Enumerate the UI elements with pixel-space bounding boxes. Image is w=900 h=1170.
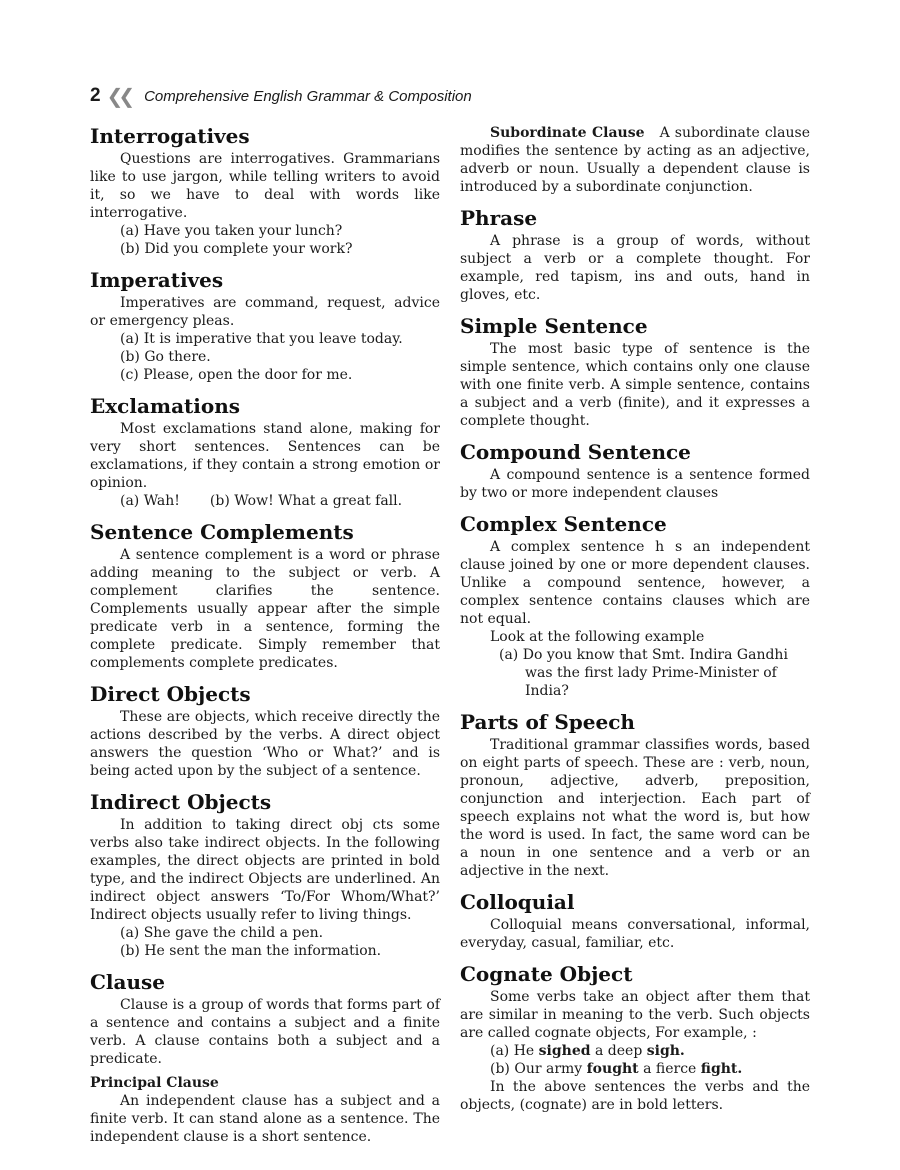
section-complex-sentence [460,512,810,700]
section-simple-sentence [460,314,810,430]
paragraph: Some verbs take an object after them that are similar in meaning to the verb. Such objects are called cognate objects, For example, : [460,989,810,1041]
paragraph: A sentence complement is a word or phrase adding meaning to the subject or verb. A complement clarifies the sentence. Complements usually appear after the simple predicate verb in a sentence, forming the complete predicate. Simply remember that complements complete predicates. [90,547,440,671]
heading-colloquial: Colloquial [460,890,575,914]
paragraph-text: A subordinate clause modifies the sentence by acting as an adjective, adverb or noun. Usually a dependent clause is introduced by a subordinate conjunction. [460,125,810,195]
left-column [90,124,440,1156]
right-column [460,124,810,1124]
paragraph: The most basic type of sentence is the simple sentence, which contains only one clause with one finite verb. A simple sentence, contains a subject and a verb (finite), and it expresses a complete thought. [460,341,810,429]
example-item: (b) Go there. [120,349,211,365]
paragraph: In addition to taking direct obj cts some verbs also take indirect objects. In the following examples, the direct objects are printed in bold type, and the indirect Objects are underlined. An indirect object answers ‘To/For Whom/What?’ Indirect objects usually refer to living things. [90,817,440,923]
bold-object: sigh. [646,1043,685,1059]
example-item [460,1042,810,1060]
paragraph: Colloquial means conversational, informal, everyday, casual, familiar, etc. [460,917,810,951]
section-cognate-object [460,962,810,1114]
double-chevron-left-icon: ❮❮ [106,84,131,108]
bold-verb: sighed [538,1043,591,1059]
section-colloquial [460,890,810,952]
example-item: (b) Did you complete your work? [120,241,353,257]
bold-verb: fought [586,1061,639,1077]
example-item: (a) It is imperative that you leave today. [120,331,403,347]
paragraph: A compound sentence is a sentence formed by two or more independent clauses [460,467,810,501]
heading-phrase: Phrase [460,206,538,230]
heading-indirect-objects: Indirect Objects [90,790,272,814]
paragraph: Traditional grammar classifies words, based on eight parts of speech. These are : verb, noun, pronoun, adjective, adverb, preposition, conjunction and interjection. Each part of speech explains not what the word is, but how the word is used. In fact, the same word can be a noun in one sentence and a verb or an adjective in the next. [460,737,810,879]
runin-subordinate-clause: Subordinate Clause [490,125,645,141]
example-text: (a) He [490,1043,539,1059]
page-header [90,84,472,108]
section-exclamations [90,394,440,510]
paragraph: Clause is a group of words that forms part of a sentence and contains a subject and a finite verb. A clause contains both a subject and a predicate. [90,997,440,1067]
example-item: (b) Wow! What a great fall. [209,493,403,509]
paragraph [460,124,810,196]
heading-exclamations: Exclamations [90,394,240,418]
paragraph: Questions are interrogatives. Grammarians like to use jargon, while telling writers to avoid it, so we have to deal with words like interrogative. [90,151,440,221]
book-title: Comprehensive English Grammar & Composition [144,87,472,105]
subheading-principal-clause: Principal Clause [90,1075,219,1091]
example-text: a deep [590,1043,647,1059]
example-item: (a) She gave the child a pen. [120,925,324,941]
section-indirect-objects [90,790,440,960]
paragraph: In the above sentences the verbs and the objects, (cognate) are in bold letters. [460,1079,810,1113]
paragraph: Look at the following example [490,629,705,645]
section-subordinate-clause [460,124,810,196]
heading-complex-sentence: Complex Sentence [460,512,667,536]
example-item: (c) Please, open the door for me. [120,367,353,383]
heading-compound-sentence: Compound Sentence [460,440,691,464]
example-item: (a) Wah! [120,493,180,509]
section-parts-of-speech [460,710,810,880]
heading-imperatives: Imperatives [90,268,224,292]
paragraph: An independent clause has a subject and a finite verb. It can stand alone as a sentence. The independent clause is a short sentence. [90,1093,440,1145]
example-item: (a) Have you taken your lunch? [120,223,343,239]
example-row [90,492,440,510]
example-item: (b) He sent the man the information. [120,943,382,959]
section-direct-objects [90,682,440,780]
paragraph: These are objects, which receive directly the actions described by the verbs. A direct object answers the question ‘Who or What?’ and is being acted upon by the subject of a sentence. [90,709,440,779]
section-phrase [460,206,810,304]
heading-sentence-complements: Sentence Complements [90,520,354,544]
page-number: 2 [90,85,101,106]
paragraph: A complex sentence h s an independent clause joined by one or more dependent clauses. Unlike a compound sentence, however, a complex sentence contains clauses which are not equal. [460,539,810,627]
example-item [460,1060,810,1078]
example-item: (a) Do you know that Smt. Indira Gandhi was the first lady Prime-Minister of India? [499,647,788,699]
section-imperatives [90,268,440,384]
section-clause [90,970,440,1146]
example-text: a fierce [638,1061,701,1077]
paragraph: Most exclamations stand alone, making for very short sentences. Sentences can be exclamations, if they contain a strong emotion or opinion. [90,421,440,491]
heading-simple-sentence: Simple Sentence [460,314,648,338]
section-compound-sentence [460,440,810,502]
paragraph: Imperatives are command, request, advice or emergency pleas. [90,295,440,329]
heading-interrogatives: Interrogatives [90,124,250,148]
bold-object: fight. [700,1061,743,1077]
paragraph: A phrase is a group of words, without subject a verb or a complete thought. For example, red tapism, ins and outs, hand in gloves, etc. [460,233,810,303]
heading-clause: Clause [90,970,165,994]
section-interrogatives [90,124,440,258]
heading-parts-of-speech: Parts of Speech [460,710,635,734]
section-sentence-complements [90,520,440,672]
heading-direct-objects: Direct Objects [90,682,251,706]
example-text: (b) Our army [490,1061,587,1077]
heading-cognate-object: Cognate Object [460,962,633,986]
